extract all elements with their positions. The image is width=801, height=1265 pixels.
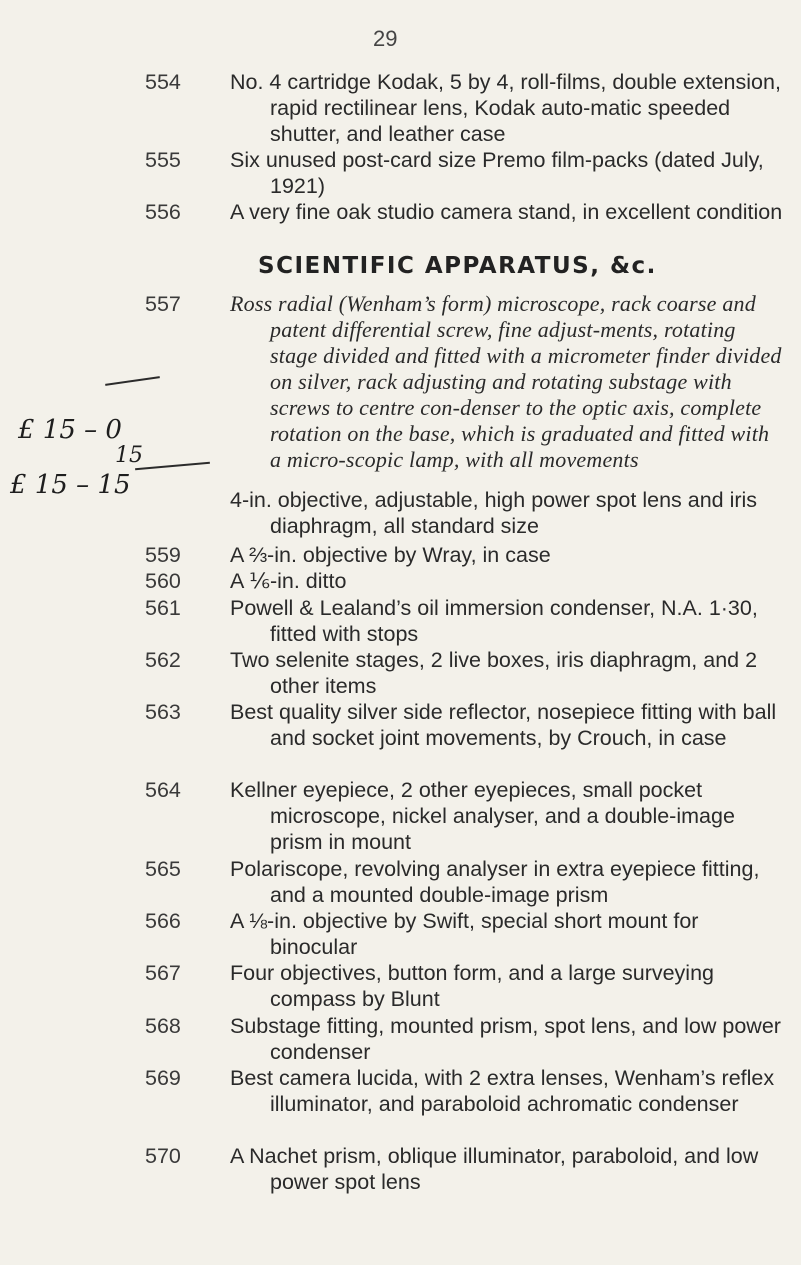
lot-description: A ⅔-in. objective by Wray, in case [230, 543, 551, 567]
lot-561 [145, 595, 785, 647]
lot-560 [145, 568, 785, 594]
lot-number: 559 [145, 543, 181, 567]
lot-566 [145, 908, 785, 960]
lot-567 [145, 960, 785, 1012]
section-heading: SCIENTIFIC APPARATUS, &c. [258, 253, 657, 279]
handwritten-annotation: 15 [115, 443, 143, 468]
lot-description: A Nachet prism, oblique illuminator, paraboloid, and low power spot lens [230, 1144, 759, 1194]
lot-number: 567 [145, 961, 181, 985]
lot-number: 554 [145, 70, 181, 94]
lot-565 [145, 856, 785, 908]
lot-568 [145, 1013, 785, 1065]
lot-570 [145, 1143, 785, 1195]
lot-number: 561 [145, 596, 181, 620]
lot-558 [145, 487, 785, 539]
lot-556 [145, 199, 785, 225]
lot-559 [145, 542, 785, 568]
lot-description: No. 4 cartridge Kodak, 5 by 4, roll-films, double extension, rapid rectilinear lens, Kodak auto-matic speeded shutter, and leather case [230, 70, 781, 146]
handwritten-annotation: £ 15 – 0 [18, 415, 122, 445]
lot-description: Kellner eyepiece, 2 other eyepieces, small pocket microscope, nickel analyser, and a double-image prism in mount [230, 778, 735, 854]
lot-description: Six unused post-card size Premo film-packs (dated July, 1921) [230, 148, 764, 198]
lot-564 [145, 777, 785, 855]
lot-description: Best camera lucida, with 2 extra lenses, Wenham’s reflex illuminator, and paraboloid achromatic condenser [230, 1066, 775, 1116]
lot-description: Substage fitting, mounted prism, spot lens, and low power condenser [230, 1014, 781, 1064]
lot-number: 570 [145, 1144, 181, 1168]
lot-569 [145, 1065, 785, 1117]
lot-number: 564 [145, 778, 181, 802]
lot-description: Four objectives, button form, and a large surveying compass by Blunt [230, 961, 715, 1011]
lot-number: 563 [145, 700, 181, 724]
lot-number: 566 [145, 909, 181, 933]
lot-number: 569 [145, 1066, 181, 1090]
lot-563 [145, 699, 785, 751]
lot-description: A ⅛-in. objective by Swift, special short mount for binocular [230, 909, 699, 959]
lot-562 [145, 647, 785, 699]
lot-number: 556 [145, 200, 181, 224]
lot-number: 560 [145, 569, 181, 593]
lot-number: 555 [145, 148, 181, 172]
handwritten-annotation: £ 15 – 15 [10, 470, 131, 500]
lot-description: Ross radial (Wenham’s form) microscope, rack coarse and patent differential screw, fine adjust-ments, rotating stage divided and fitted with a micrometer finder divided on silver, rack adjusting and rotating substage with screws to centre con-denser to the optic axis, complete rotation on the base, which is graduated and fitted with a micro-scopic lamp, with all movements [230, 291, 782, 472]
lot-number: 557 [145, 292, 181, 316]
lot-description: Polariscope, revolving analyser in extra eyepiece fitting, and a mounted double-image prism [230, 857, 760, 907]
lot-number: 565 [145, 857, 181, 881]
page-number: 29 [373, 26, 398, 51]
lot-554 [145, 69, 785, 147]
lot-557 [145, 291, 785, 473]
lot-description: Powell & Lealand’s oil immersion condenser, N.A. 1·30, fitted with stops [230, 596, 758, 646]
lot-description: 4-in. objective, adjustable, high power spot lens and iris diaphragm, all standard size [230, 488, 758, 538]
lot-description: A ⅙-in. ditto [230, 569, 347, 593]
lot-description: A very fine oak studio camera stand, in excellent condition [230, 200, 783, 224]
lot-description: Two selenite stages, 2 live boxes, iris diaphragm, and 2 other items [230, 648, 758, 698]
lot-number: 568 [145, 1014, 181, 1038]
lot-number: 562 [145, 648, 181, 672]
lot-555 [145, 147, 785, 199]
lot-description: Best quality silver side reflector, nosepiece fitting with ball and socket joint movements, by Crouch, in case [230, 700, 777, 750]
